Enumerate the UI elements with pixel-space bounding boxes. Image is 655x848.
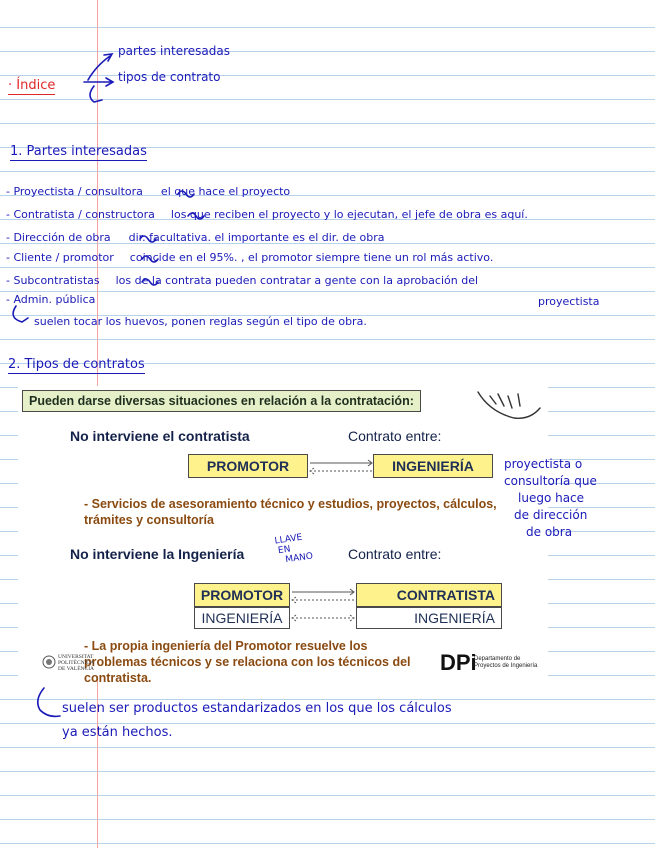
- index-arrow-hook: [90, 86, 102, 102]
- party-item-subcontratistas: - Subcontratistas los de la contrata pueden contratar a gente con la aprobación del: [6, 274, 479, 287]
- section1-note: suelen tocar los huevos, ponen reglas según el tipo de obra.: [34, 315, 367, 328]
- llave-en-mano-annotation: LLAVE EN MANO: [274, 532, 314, 566]
- dpi-logo: DPi: [440, 650, 477, 675]
- box-contratista: CONTRATISTA: [356, 583, 502, 607]
- party-item-proyectista: - Proyectista / consultora el que hace el proyecto: [6, 185, 291, 198]
- index-branch-tipos: tipos de contrato: [118, 70, 221, 84]
- index-title: · Índice: [8, 78, 56, 93]
- dpi-logo-subtitle: Departamento de Proyectos de Ingeniería: [474, 656, 538, 669]
- party-item-direccion: - Dirección de obra dir. facultativa. el importante es el dir. de obra: [6, 231, 385, 244]
- box-ingenieria-1: INGENIERÍA: [373, 454, 493, 478]
- university-logo-text: UNIVERSITAT POLITÈCNICA DE VALÈNCIA: [58, 654, 95, 672]
- case1-description: - Servicios de asesoramiento técnico y estudios, proyectos, cálculos, trámites y consultoría: [84, 497, 497, 527]
- case2-description: - La propia ingeniería del Promotor resuelve los problemas técnicos y se relaciona con los técnicos del contratista.: [84, 639, 411, 685]
- party-item-admin: - Admin. pública: [6, 293, 96, 306]
- university-logo-icon: [42, 654, 56, 670]
- box-ingenieria-contratista: INGENIERÍA: [356, 607, 502, 629]
- double-arrow-1: [308, 458, 374, 476]
- slide-banner: Pueden darse diversas situaciones en relación a la contratación:: [22, 390, 421, 412]
- case1-title: No interviene el contratista: [70, 428, 250, 444]
- case2-contract-label: Contrato entre:: [348, 546, 442, 562]
- cartoon-sketch-icon: [474, 388, 544, 422]
- double-arrow-2: [290, 586, 356, 630]
- box-ingenieria-promotor: INGENIERÍA: [194, 607, 290, 629]
- case2-title: No interviene la Ingeniería: [70, 546, 245, 562]
- section1-heading: 1. Partes interesadas: [10, 144, 147, 159]
- ingenieria-annotation: proyectista o consultoría que luego hace de dirección de obra: [504, 457, 597, 539]
- party-item-admin-continuation: proyectista: [538, 295, 600, 308]
- hook-note-final: [38, 688, 60, 716]
- party-item-cliente: - Cliente / promotor coincide en el 95%. , el promotor siempre tiene un rol más activo.: [6, 251, 494, 264]
- final-note-line2: ya están hechos.: [62, 725, 173, 740]
- contract-types-slide: [18, 386, 548, 685]
- final-note-line1: suelen ser productos estandarizados en los que los cálculos: [62, 701, 452, 716]
- party-item-contratista: - Contratista / constructora los que reciben el proyecto y lo ejecutan, el jefe de obra es aquí.: [6, 208, 528, 221]
- hook-note-1: [13, 306, 28, 322]
- index-arrow-up: [88, 54, 112, 80]
- section2-heading: 2. Tipos de contratos: [8, 357, 145, 372]
- case1-contract-label: Contrato entre:: [348, 428, 442, 444]
- box-promotor-1: PROMOTOR: [188, 454, 308, 478]
- index-branch-partes: partes interesadas: [118, 44, 230, 58]
- box-promotor-2: PROMOTOR: [194, 583, 290, 607]
